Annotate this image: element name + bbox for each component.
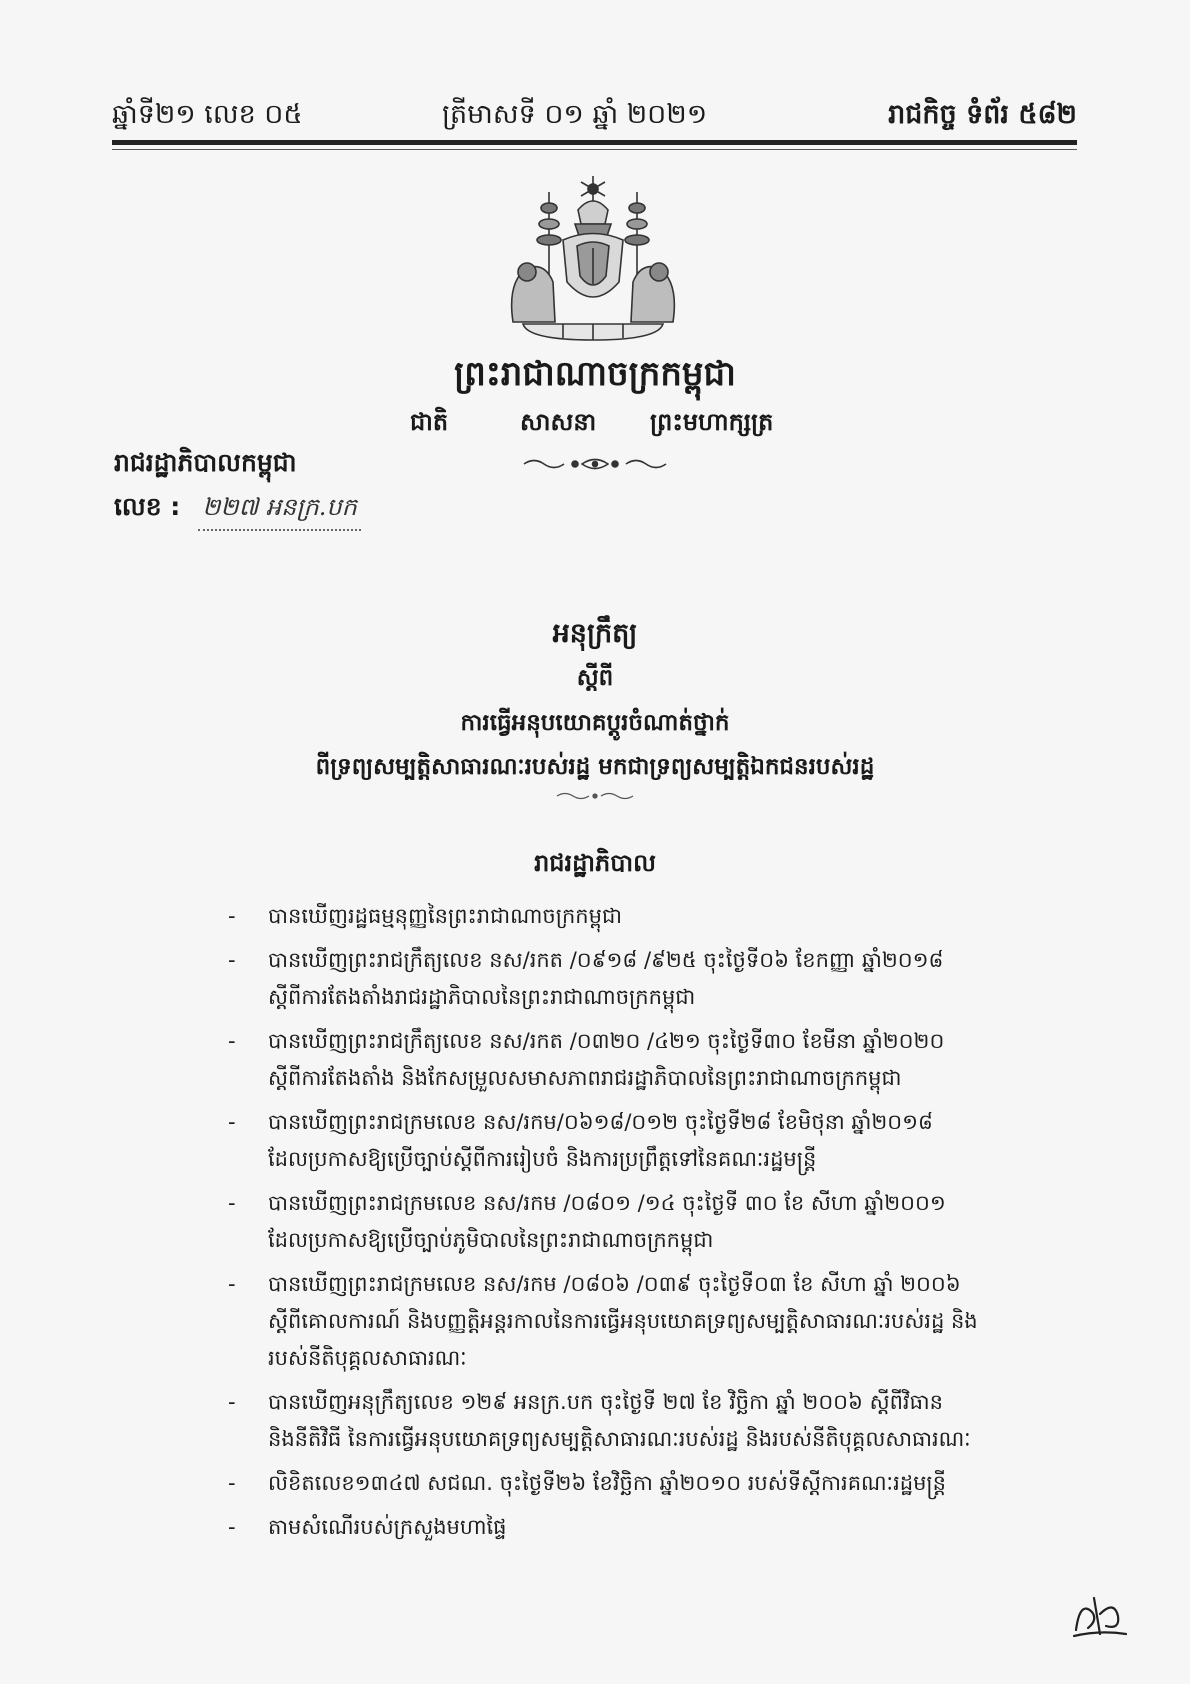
- list-bullet: -: [228, 1515, 236, 1539]
- list-item-text: បានឃើញអនុក្រឹត្យលេខ ១២៩ អនក្រ.បក ចុះថ្ងៃទី ២៧ ខែ វិច្ឆិកា ឆ្នាំ ២០០៦ ស្តីពីវិធាន: [268, 1390, 943, 1414]
- document-type: អនុក្រឹត្យ: [552, 618, 638, 649]
- list-item-text: តាមសំណើរបស់ក្រសួងមហាផ្ទៃ: [268, 1515, 507, 1539]
- list-bullet: -: [228, 1390, 236, 1414]
- preamble-list: [228, 898, 1028, 1553]
- list-bullet: -: [228, 1191, 236, 1215]
- title-subject-line2: ពីទ្រព្យសម្បត្តិសាធារណៈរបស់រដ្ឋ មកជាទ្រព្យសម្បត្តិឯកជនរបស់រដ្ឋ: [315, 754, 875, 780]
- national-motto: [410, 407, 780, 441]
- header-rule-thick: [112, 140, 1077, 145]
- number-label: លេខ :: [114, 492, 181, 521]
- header-quarter: ត្រីមាសទី ០១ ឆ្នាំ ២០២១: [442, 99, 708, 130]
- list-item-text: បានឃើញព្រះរាជក្រមលេខ នស/រកម /០៨០១ /១៤ ចុះថ្ងៃទី ៣០ ខែ សីហា ឆ្នាំ២០០១: [268, 1191, 946, 1215]
- handwritten-initial: [1070, 1590, 1130, 1640]
- list-bullet: -: [228, 1029, 236, 1053]
- header-year-issue: ឆ្នាំទី២១ លេខ ០៥: [112, 99, 303, 130]
- list-item-text: ដែលប្រកាសឱ្យប្រើច្បាប់ភូមិបាលនៃព្រះរាជាណាចក្រកម្ពុជា: [268, 1228, 714, 1252]
- list-bullet: -: [228, 1272, 236, 1296]
- list-item-text: ស្តីពីការតែងតាំង និងកែសម្រួលសមាសភាពរាជរដ្ឋាភិបាលនៃព្រះរាជាណាចក្រកម្ពុជា: [268, 1066, 902, 1090]
- list-item-text: បានឃើញរដ្ឋធម្មនុញ្ញនៃព្រះរាជាណាចក្រកម្ពុជា: [268, 904, 622, 928]
- gazette-header: [112, 92, 1077, 136]
- royal-coat-of-arms-icon: [493, 172, 693, 344]
- list-item: [228, 1509, 1028, 1546]
- list-item-text: ស្តីពីការតែងតាំងរាជរដ្ឋាភិបាលនៃព្រះរាជាណាចក្រកម្ពុជា: [268, 985, 696, 1009]
- title-about: ស្តីពី: [576, 665, 614, 691]
- list-item-text: បានឃើញព្រះរាជក្រមលេខ នស/រកម/០៦១៨/០១២ ចុះថ្ងៃទី២៨ ខែមិថុនា ឆ្នាំ២០១៨: [268, 1110, 933, 1134]
- document-number: [114, 492, 361, 531]
- list-item: [228, 942, 1028, 1016]
- list-item-text: លិខិតលេខ១៣៤៧ សជណ. ចុះថ្ងៃទី២៦ ខែវិច្ឆិកា ឆ្នាំ២០១០ របស់ទីស្តីការគណៈរដ្ឋមន្ត្រី: [268, 1471, 946, 1495]
- document-title-block: [195, 612, 995, 802]
- motto-religion: សាសនា: [520, 408, 597, 436]
- list-item: [228, 1465, 1028, 1502]
- header-rule-thin: [112, 149, 1077, 150]
- list-item: [228, 1266, 1028, 1377]
- decorative-divider-icon: [520, 455, 670, 473]
- list-item-text: ដែលប្រកាសឱ្យប្រើច្បាប់ស្តីពីការរៀបចំ និងការប្រព្រឹត្តទៅនៃគណៈរដ្ឋមន្ត្រី: [268, 1147, 817, 1171]
- list-item: [228, 1185, 1028, 1259]
- issuer-heading: រាជរដ្ឋាភិបាល: [534, 849, 656, 877]
- list-item-text: បានឃើញព្រះរាជក្រមលេខ នស/រកម /០៨០៦ /០៣៩ ចុះថ្ងៃទី០៣ ខែ សីហា ឆ្នាំ ២០០៦: [268, 1272, 961, 1296]
- list-item-text: និងនីតិវិធី នៃការធ្វើអនុបយោគទ្រព្យសម្បត្តិសាធារណៈរបស់រដ្ឋ និងរបស់នីតិបុគ្គលសាធារណៈ: [268, 1427, 971, 1451]
- decorative-divider-icon: [555, 790, 635, 802]
- kingdom-title: ព្រះរាជាណាចក្រកម្ពុជា: [454, 354, 736, 394]
- motto-king: ព្រះមហាក្សត្រ: [650, 408, 774, 436]
- list-item: [228, 1023, 1028, 1097]
- list-item: [228, 1104, 1028, 1178]
- list-bullet: -: [228, 1110, 236, 1134]
- government-name: រាជរដ្ឋាភិបាលកម្ពុជា: [114, 448, 297, 477]
- title-subject-line1: ការធ្វើអនុបយោគប្តូរចំណាត់ថ្នាក់: [460, 710, 730, 736]
- number-value: ២២៧ អនក្រ.បក: [198, 492, 361, 531]
- list-bullet: -: [228, 948, 236, 972]
- motto-nation: ជាតិ: [410, 408, 449, 436]
- list-item: [228, 1384, 1028, 1458]
- list-bullet: -: [228, 1471, 236, 1495]
- list-item-text: បានឃើញព្រះរាជក្រឹត្យលេខ នស/រកត /០៣២០ /៤២១ ចុះថ្ងៃទី៣០ ខែមីនា ឆ្នាំ២០២០: [268, 1029, 945, 1053]
- header-page-number: រាជកិច្ច ទំព័រ ៥៨២: [888, 99, 1077, 130]
- list-item-text: ស្តីពីគោលការណ៍ និងបញ្ញត្តិអន្តរកាលនៃការធ្វើអនុបយោគទ្រព្យសម្បត្តិសាធារណៈរបស់រដ្ឋ និង: [268, 1309, 978, 1333]
- list-item-text: របស់នីតិបុគ្គលសាធារណៈ: [268, 1346, 467, 1370]
- list-item-text: បានឃើញព្រះរាជក្រឹត្យលេខ នស/រកត /០៩១៨ /៩២៥ ចុះថ្ងៃទី០៦ ខែកញ្ញា ឆ្នាំ២០១៨: [268, 948, 944, 972]
- list-item: [228, 898, 1028, 935]
- list-bullet: -: [228, 904, 236, 928]
